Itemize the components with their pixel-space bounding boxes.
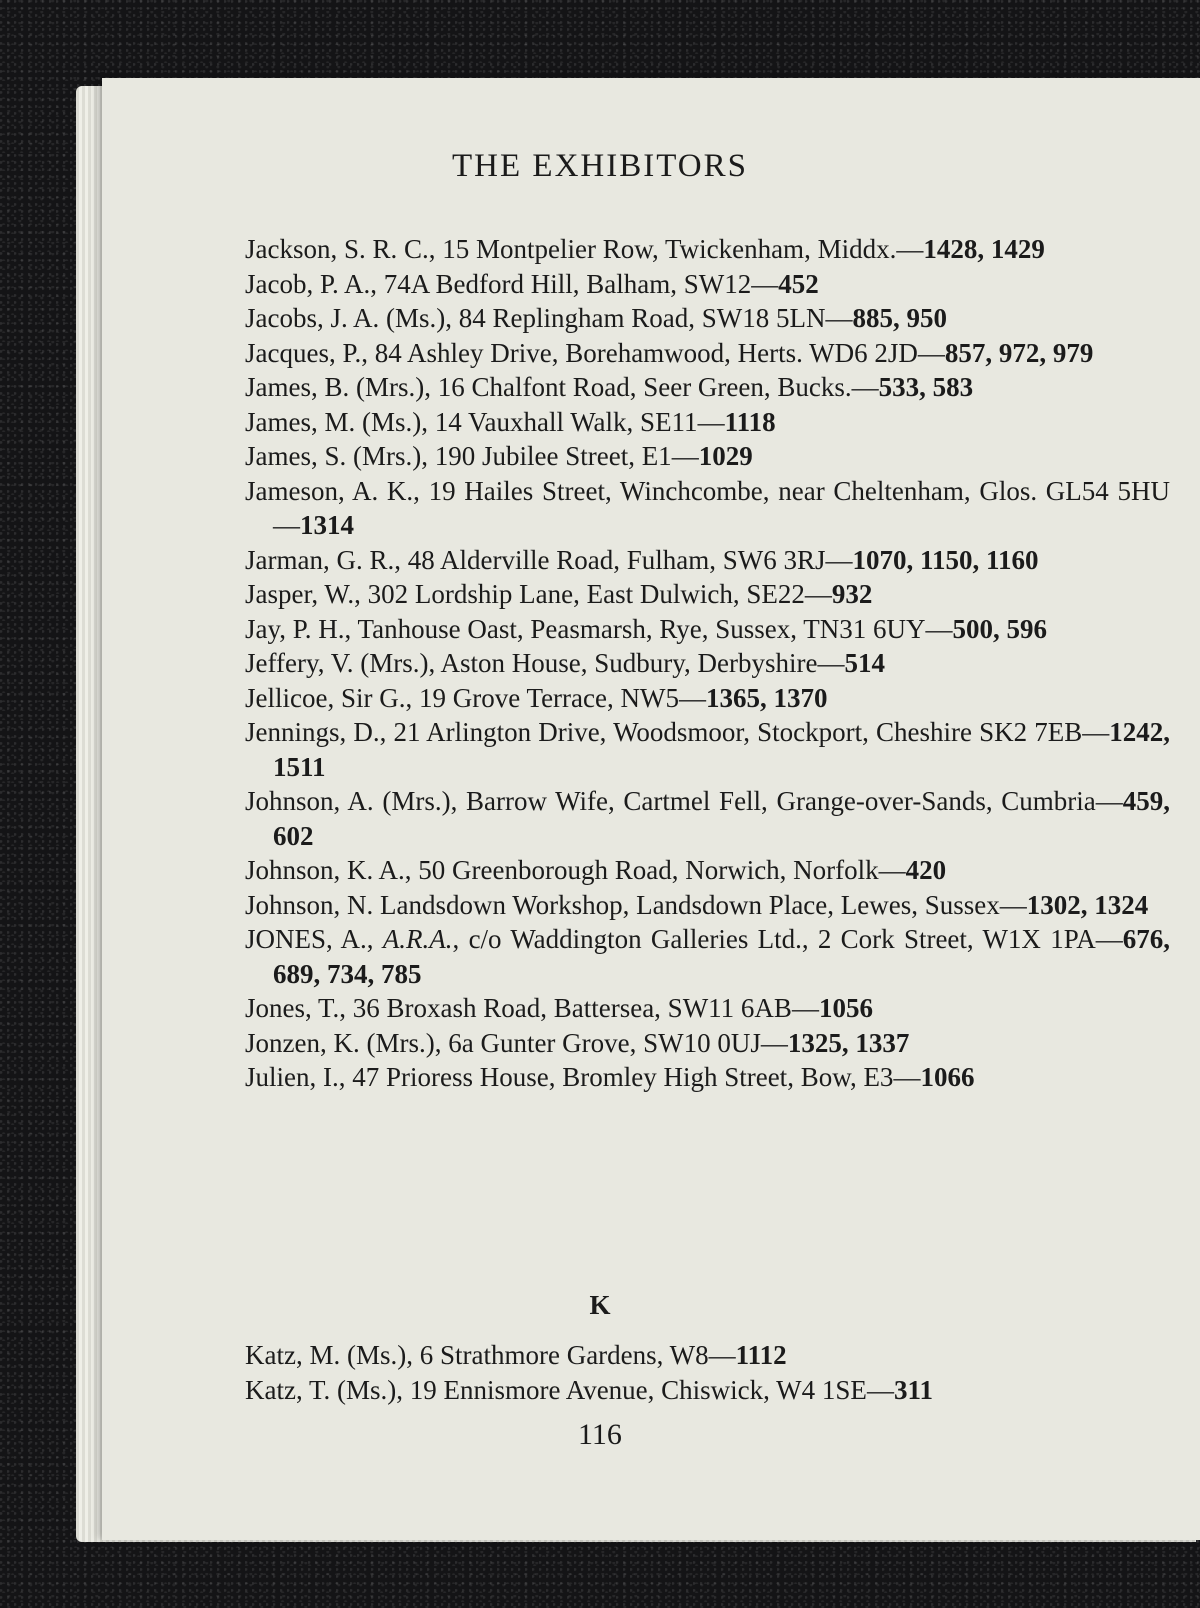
page-title: THE EXHIBITORS xyxy=(452,148,748,184)
catalogue-numbers: 1070, 1150, 1160 xyxy=(852,544,1039,575)
catalogue-numbers: 1365, 1370 xyxy=(705,682,828,713)
catalogue-numbers: 932 xyxy=(831,579,873,609)
catalogue-numbers: 1066 xyxy=(920,1062,975,1092)
catalogue-numbers: 500, 596 xyxy=(952,613,1047,644)
list-item: Jones, T., 36 Broxash Road, Battersea, SW11 6AB—1056 xyxy=(245,993,873,1023)
list-item: Jameson, A. K., 19 Hailes Street, Winchcombe, near Cheltenham, Glos. GL54 5HU—1314 xyxy=(245,475,1170,540)
list-item: Julien, I., 47 Prioress House, Bromley High Street, Bow, E3—1066 xyxy=(245,1062,975,1092)
entry-text: Jeffery, V. (Mrs.), Aston House, Sudbury, Derbyshire xyxy=(245,648,818,678)
list-item: James, B. (Mrs.), 16 Chalfont Road, Seer Green, Bucks.—533, 583 xyxy=(245,372,974,402)
entry-text: Katz, M. (Ms.), 6 Strathmore Gardens, W8 xyxy=(245,1340,709,1370)
entry-text: Jackson, S. R. C., 15 Montpelier Row, Twickenham, Middx. xyxy=(245,234,897,264)
list-item: Johnson, A. (Mrs.), Barrow Wife, Cartmel Fell, Grange-over-Sands, Cumbria—459, 602 xyxy=(245,786,1170,851)
entry-text: James, S. (Mrs.), 190 Jubilee Street, E1 xyxy=(245,441,672,471)
list-item: Jasper, W., 302 Lordship Lane, East Dulwich, SE22—932 xyxy=(245,579,873,609)
entry-text: James, M. (Ms.), 14 Vauxhall Walk, SE11 xyxy=(245,406,698,437)
entry-text: Jennings, D., 21 Arlington Drive, Woodsmoor, Stockport, Cheshire SK2 7EB xyxy=(245,717,1083,747)
entry-text: Jasper, W., 302 Lordship Lane, East Dulwich, SE22 xyxy=(245,579,805,609)
catalogue-numbers: 676, 689, 734, 785 xyxy=(273,924,1170,989)
entry-text: Johnson, N. Landsdown Workshop, Landsdown Place, Lewes, Sussex xyxy=(245,889,1000,920)
entry-text: Jonzen, K. (Mrs.), 6a Gunter Grove, SW10 0UJ xyxy=(245,1027,761,1058)
page-number: 116 xyxy=(578,1418,622,1451)
entry-text: Jacob, P. A., 74A Bedford Hill, Balham, SW12 xyxy=(245,268,752,299)
catalogue-numbers: 885, 950 xyxy=(852,303,947,333)
list-item: Johnson, K. A., 50 Greenborough Road, Norwich, Norfolk—420 xyxy=(245,855,947,885)
list-item: JONES, A., A.R.A., c/o Waddington Galleries Ltd., 2 Cork Street, W1X 1PA—676, 689, 734, 785 xyxy=(245,924,1170,989)
entry-text: Katz, T. (Ms.), 19 Ennismore Avenue, Chiswick, W4 1SE xyxy=(245,1374,867,1405)
section-heading-k: K xyxy=(589,1290,611,1320)
entry-text: Jameson, A. K., 19 Hailes Street, Winchcombe, near Cheltenham, Glos. GL54 5HU xyxy=(245,475,1170,506)
list-item: Johnson, N. Landsdown Workshop, Landsdown Place, Lewes, Sussex—1302, 1324 xyxy=(245,889,1149,920)
catalogue-numbers: 857, 972, 979 xyxy=(944,337,1094,368)
catalogue-numbers: 1314 xyxy=(300,510,354,540)
entry-text: Jones, T., 36 Broxash Road, Battersea, SW11 6AB xyxy=(245,993,792,1023)
entry-text: , c/o Waddington Galleries Ltd., 2 Cork Street, W1X 1PA xyxy=(452,924,1096,954)
catalogue-numbers: 459, 602 xyxy=(273,786,1170,851)
list-item: Jacques, P., 84 Ashley Drive, Borehamwood, Herts. WD6 2JD—857, 972, 979 xyxy=(245,337,1094,368)
exhibitor-list-k xyxy=(245,1338,1170,1407)
exhibitor-list-j xyxy=(245,232,1170,1095)
entry-name: JONES, A., xyxy=(245,924,383,954)
catalogue-numbers: 1302, 1324 xyxy=(1026,889,1149,920)
list-item: Jeffery, V. (Mrs.), Aston House, Sudbury, Derbyshire—514 xyxy=(245,648,885,678)
entry-honorific: A.R.A. xyxy=(382,924,453,954)
list-item: James, M. (Ms.), 14 Vauxhall Walk, SE11—1118 xyxy=(245,406,776,437)
entry-text: Jarman, G. R., 48 Alderville Road, Fulham, SW6 3RJ xyxy=(245,544,826,575)
entry-text: Jay, P. H., Tanhouse Oast, Peasmarsh, Rye, Sussex, TN31 6UY xyxy=(245,613,926,644)
catalogue-numbers: 311 xyxy=(893,1374,933,1405)
entry-text: Jacobs, J. A. (Ms.), 84 Replingham Road, SW18 5LN xyxy=(245,303,826,333)
entry-text: Jellicoe, Sir G., 19 Grove Terrace, NW5 xyxy=(245,682,679,713)
list-item: Jay, P. H., Tanhouse Oast, Peasmarsh, Rye, Sussex, TN31 6UY—500, 596 xyxy=(245,613,1047,644)
list-item: Jacobs, J. A. (Ms.), 84 Replingham Road, SW18 5LN—885, 950 xyxy=(245,303,947,333)
catalogue-numbers: 1428, 1429 xyxy=(923,234,1045,264)
catalogue-numbers: 452 xyxy=(778,268,819,299)
entry-text: Julien, I., 47 Prioress House, Bromley High Street, Bow, E3 xyxy=(245,1062,894,1092)
entry-text: Jacques, P., 84 Ashley Drive, Borehamwood, Herts. WD6 2JD xyxy=(245,337,918,368)
catalogue-numbers: 1112 xyxy=(735,1340,787,1370)
catalogue-numbers: 533, 583 xyxy=(878,372,974,402)
list-item: Jonzen, K. (Mrs.), 6a Gunter Grove, SW10 0UJ—1325, 1337 xyxy=(245,1027,910,1058)
catalogue-numbers: 1056 xyxy=(818,993,873,1023)
list-item: Jarman, G. R., 48 Alderville Road, Fulham, SW6 3RJ—1070, 1150, 1160 xyxy=(245,544,1039,575)
list-item: Jennings, D., 21 Arlington Drive, Woodsmoor, Stockport, Cheshire SK2 7EB—1242, 1511 xyxy=(245,717,1170,782)
catalogue-numbers: 1029 xyxy=(698,441,753,471)
entry-text: Johnson, K. A., 50 Greenborough Road, Norwich, Norfolk xyxy=(245,855,879,885)
entry-text: Johnson, A. (Mrs.), Barrow Wife, Cartmel Fell, Grange-over-Sands, Cumbria xyxy=(245,786,1096,816)
catalogue-numbers: 1118 xyxy=(724,406,776,437)
catalogue-numbers: 514 xyxy=(844,648,885,678)
catalogue-numbers: 420 xyxy=(905,855,947,885)
catalogue-numbers: 1242, 1511 xyxy=(273,717,1170,782)
list-item: James, S. (Mrs.), 190 Jubilee Street, E1—1029 xyxy=(245,441,753,471)
list-item: Katz, M. (Ms.), 6 Strathmore Gardens, W8—1112 xyxy=(245,1340,787,1370)
list-item: Jellicoe, Sir G., 19 Grove Terrace, NW5—1365, 1370 xyxy=(245,682,828,713)
catalogue-numbers: 1325, 1337 xyxy=(787,1027,910,1058)
entry-text: James, B. (Mrs.), 16 Chalfont Road, Seer Green, Bucks. xyxy=(245,372,852,402)
list-item: Katz, T. (Ms.), 19 Ennismore Avenue, Chiswick, W4 1SE—311 xyxy=(245,1374,933,1405)
list-item: Jacob, P. A., 74A Bedford Hill, Balham, SW12—452 xyxy=(245,268,819,299)
list-item: Jackson, S. R. C., 15 Montpelier Row, Twickenham, Middx.—1428, 1429 xyxy=(245,234,1045,264)
